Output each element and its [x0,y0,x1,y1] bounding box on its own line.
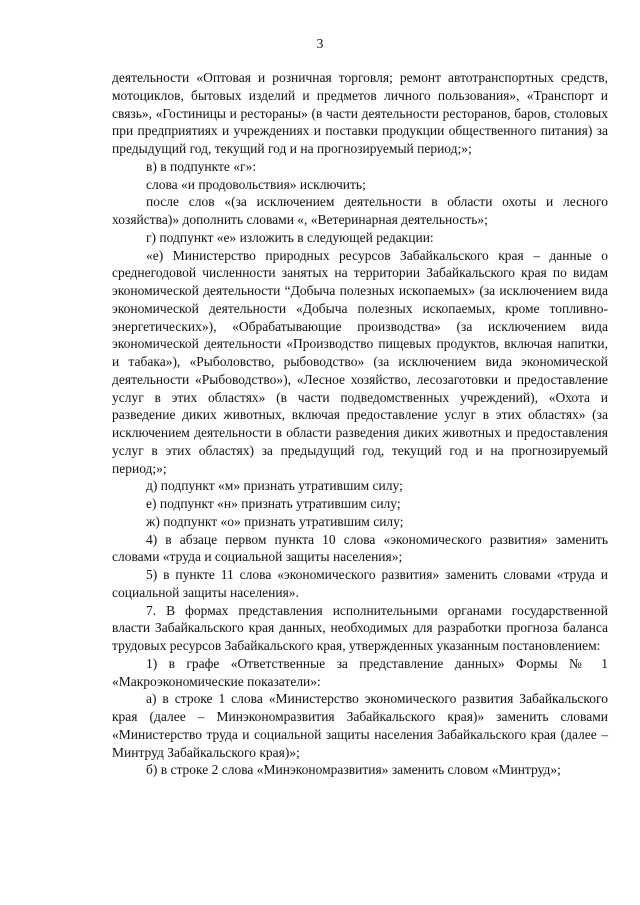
paragraph-subitem-e-text: «е) Министерство природных ресурсов Забайкальского края – данные о среднегодовой численности занятых на территории Забайкальского края по видам экономической деятельности “Добыча полезных ископаемых» (за исключением вида экономической деятельности «Добыча полезных ископаемых, кроме топливно-энергетических»), «Обрабатывающие производства» (за исключением вида экономической деятельности «Производство пищевых продуктов, включая напитки, и табака»), «Рыболовство, рыбоводство» (за исключением вида экономической деятельности «Рыбоводство»), «Лесное хозяйство, лесозаготовки и предоставление услуг в этих областях» (в части подведомственных учреждений), «Охота и разведение диких животных, включая предоставление услуг в этих областях» (за исключением деятельности в области разведения диких животных и предоставления услуг в этих областях) за предыдущий год, текущий год и на прогнозируемый период;»; [112,247,608,476]
paragraph-item-4: 4) в абзаце первом пункта 10 слова «экономического развития» заменить словами «труда и социальной защиты населения»; [112,531,608,565]
paragraph-subitem-v: в) в подпункте «г»: [146,158,257,174]
paragraph-add-words: после слов «(за исключением деятельности в области охоты и лесного хозяйства)» дополнить словами «, «Ветеринарная деятельность»; [112,194,608,227]
paragraph-section-7: 7. В формах представления исполнительными органами государственной власти Забайкальского края данных, необходимых для разработки прогноза баланса трудовых ресурсов Забайкальского края, утвержденных указанным постановлением: [112,602,608,653]
paragraph-subitem-e2: е) подпункт «н» признать утратившим силу; [146,496,401,511]
paragraph-subitem-zh: ж) подпункт «о» признать утратившим силу; [146,513,404,529]
paragraph-form-1: 1) в графе «Ответственные за представление данных» Формы № 1 «Макроэкономические показатели»: [112,655,608,689]
paragraph-row-2: б) в строке 2 слова «Минэкономразвития» заменить словом «Минтруд»; [146,762,561,778]
paragraph-continuation: деятельности «Оптовая и розничная торговля; ремонт автотранспортных средств, мотоциклов, бытовых изделий и предметов личного пользования», «Транспорт и связь», «Гостиницы и рестораны» (в части деятельности ресторанов, баров, столовых при предприятиях и учреждениях и поставки продукции общественного питания) за предыдущий год, текущий год и на прогнозируемый период;»; [112,70,608,156]
paragraph-exclude-words: слова «и продовольствия» исключить; [146,176,366,192]
document-body [112,69,608,779]
paragraph-item-5: 5) в пункте 11 слова «экономического развития» заменить словами «труда и социальной защиты населения». [112,567,608,600]
paragraph-subitem-g: г) подпункт «е» изложить в следующей редакции: [146,229,434,245]
paragraph-row-1: а) в строке 1 слова «Министерство экономического развития Забайкальского края (далее – Минэкономразвития Забайкальского края)» заменить словами «Министерство труда и социальной защиты населения Забайкальского края (далее – Минтруд Забайкальского края)»; [112,691,608,760]
page-number: 3 [316,36,324,51]
paragraph-subitem-d: д) подпункт «м» признать утратившим силу; [146,478,403,494]
